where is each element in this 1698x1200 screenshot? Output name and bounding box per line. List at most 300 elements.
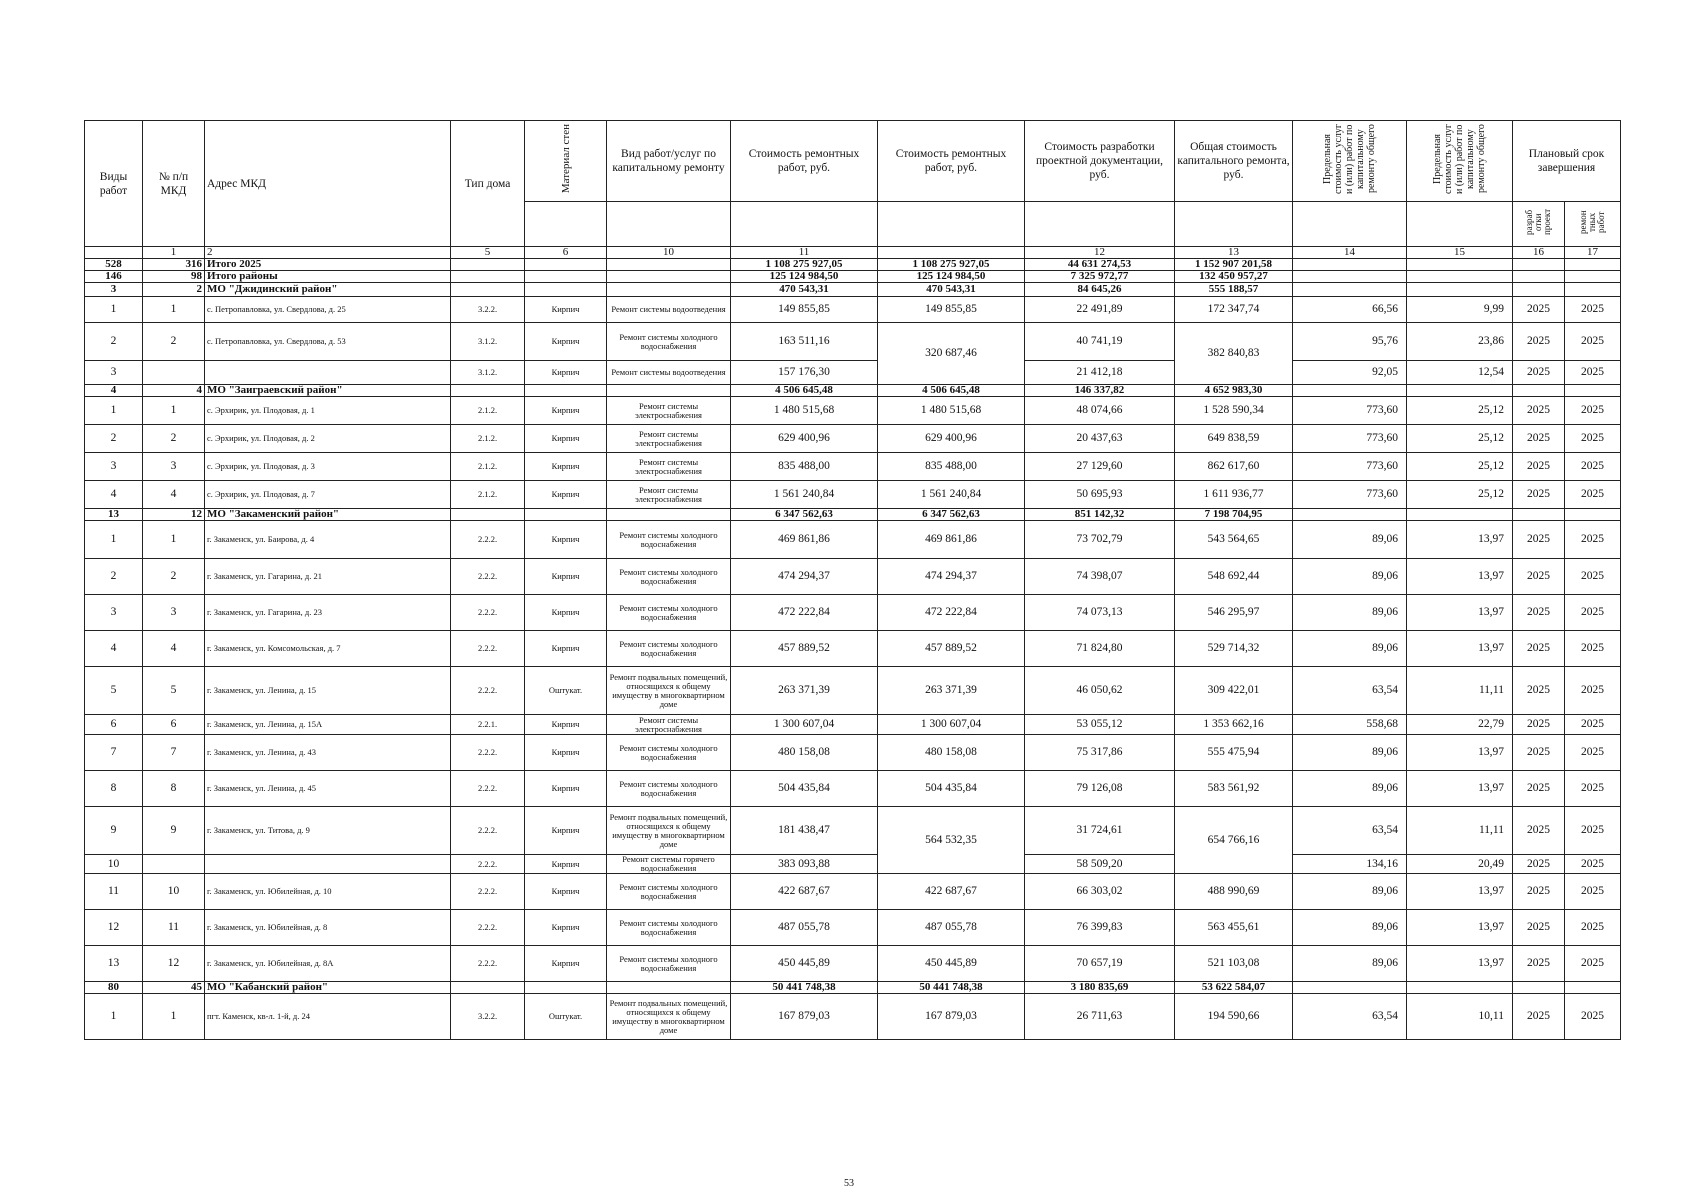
header-num-mkd: № п/п МКД	[143, 121, 205, 247]
design-cost-cell: 27 129,60	[1025, 453, 1175, 481]
limit-cost-1-cell: 89,06	[1293, 631, 1407, 667]
repair-cost-cell: 167 879,03	[731, 994, 878, 1040]
table-row	[85, 631, 1621, 667]
wall-material-cell: Кирпич	[525, 297, 607, 323]
limit-cost-1-cell: 89,06	[1293, 874, 1407, 910]
wall-material-cell: Оштукат.	[525, 994, 607, 1040]
design-cost-total: 84 645,26	[1025, 283, 1175, 297]
table-body	[85, 121, 1621, 1040]
overall-cost-total: 132 450 957,27	[1175, 271, 1293, 283]
col-number: 1	[143, 247, 205, 259]
row-mkd-index: 12	[143, 509, 205, 521]
address-cell: г. Закаменск, ул. Комсомольская, д. 7	[205, 631, 451, 667]
deadline-repair-cell: 2025	[1565, 874, 1621, 910]
table-row	[85, 521, 1621, 559]
limit-cost-2-cell: 13,97	[1407, 771, 1513, 807]
limit-cost-1-cell: 92,05	[1293, 361, 1407, 385]
empty-cell	[1513, 385, 1565, 397]
row-mkd-index: 2	[143, 425, 205, 453]
deadline-design-cell: 2025	[1513, 874, 1565, 910]
repair-cost-cell: 480 158,08	[731, 735, 878, 771]
deadline-repair-cell: 2025	[1565, 946, 1621, 982]
deadline-repair-cell: 2025	[1565, 595, 1621, 631]
deadline-repair-cell: 2025	[1565, 994, 1621, 1040]
limit-cost-2-cell: 25,12	[1407, 453, 1513, 481]
row-mkd-index: 10	[143, 874, 205, 910]
row-mkd-index: 12	[143, 946, 205, 982]
empty-cell	[1407, 259, 1513, 271]
empty-cell	[1293, 982, 1407, 994]
empty-cell	[1293, 509, 1407, 521]
wall-material-cell: Кирпич	[525, 595, 607, 631]
work-type-cell: Ремонт системы электроснабжения	[607, 453, 731, 481]
total-row	[85, 283, 1621, 297]
deadline-design-cell: 2025	[1513, 297, 1565, 323]
row-work-index: 3	[85, 283, 143, 297]
table-row	[85, 297, 1621, 323]
header-deadline-design-cell	[1513, 202, 1565, 247]
address-cell: г. Закаменск, ул. Ленина, д. 15	[205, 667, 451, 715]
deadline-design-cell: 2025	[1513, 631, 1565, 667]
col-number: 10	[607, 247, 731, 259]
limit-cost-1-cell: 134,16	[1293, 855, 1407, 874]
address-cell: с. Эрхирик, ул. Плодовая, д. 3	[205, 453, 451, 481]
total-row	[85, 271, 1621, 283]
limit-cost-2-cell: 13,97	[1407, 521, 1513, 559]
row-work-index: 528	[85, 259, 143, 271]
design-cost-cell: 70 657,19	[1025, 946, 1175, 982]
limit-cost-2-cell: 25,12	[1407, 481, 1513, 509]
limit-cost-2-cell: 13,97	[1407, 910, 1513, 946]
design-cost-total: 851 142,32	[1025, 509, 1175, 521]
repair-cost-2-cell: 474 294,37	[878, 559, 1025, 595]
overall-cost-cell: 546 295,97	[1175, 595, 1293, 631]
table-row	[85, 910, 1621, 946]
address-cell	[205, 855, 451, 874]
house-type-cell: 3.1.2.	[451, 361, 525, 385]
repair-cost-2-cell: 450 445,89	[878, 946, 1025, 982]
house-type-cell: 2.2.2.	[451, 631, 525, 667]
empty-cell	[451, 259, 525, 271]
header-house-type: Тип дома	[451, 121, 525, 247]
limit-cost-2-cell: 25,12	[1407, 397, 1513, 425]
deadline-design-cell: 2025	[1513, 946, 1565, 982]
design-cost-cell: 21 412,18	[1025, 361, 1175, 385]
repair-cost-cell: 1 561 240,84	[731, 481, 878, 509]
limit-cost-2-cell: 23,86	[1407, 323, 1513, 361]
wall-material-cell: Кирпич	[525, 735, 607, 771]
overall-cost-cell: 548 692,44	[1175, 559, 1293, 595]
overall-cost-total: 53 622 584,07	[1175, 982, 1293, 994]
deadline-design-cell: 2025	[1513, 715, 1565, 735]
row-mkd-index: 2	[143, 323, 205, 361]
header-deadline-repair: ремон тных работ	[1578, 210, 1606, 234]
deadline-design-cell: 2025	[1513, 595, 1565, 631]
repair-cost-cell: 835 488,00	[731, 453, 878, 481]
deadline-design-cell: 2025	[1513, 735, 1565, 771]
repair-cost-total-2: 125 124 984,50	[878, 271, 1025, 283]
header-row	[85, 121, 1621, 202]
repair-cost-cell: 504 435,84	[731, 771, 878, 807]
row-work-index: 9	[85, 807, 143, 855]
row-work-index: 80	[85, 982, 143, 994]
overall-cost-total: 4 652 983,30	[1175, 385, 1293, 397]
overall-cost-cell: 194 590,66	[1175, 994, 1293, 1040]
empty-cell	[525, 385, 607, 397]
deadline-repair-cell: 2025	[1565, 715, 1621, 735]
overall-cost-cell: 555 475,94	[1175, 735, 1293, 771]
overall-cost-cell: 1 528 590,34	[1175, 397, 1293, 425]
table-row	[85, 874, 1621, 910]
row-mkd-index: 11	[143, 910, 205, 946]
row-mkd-index: 3	[143, 595, 205, 631]
row-work-index: 3	[85, 453, 143, 481]
empty-cell	[607, 271, 731, 283]
col-number-blank	[878, 247, 1025, 259]
house-type-cell: 2.2.2.	[451, 771, 525, 807]
work-type-cell: Ремонт подвальных помещений, относящихся к общему имуществу в многоквартирном доме	[607, 667, 731, 715]
empty-cell	[607, 509, 731, 521]
repair-cost-cell: 629 400,96	[731, 425, 878, 453]
deadline-repair-cell: 2025	[1565, 323, 1621, 361]
overall-cost-cell: 488 990,69	[1175, 874, 1293, 910]
address-cell: г. Закаменск, ул. Титова, д. 9	[205, 807, 451, 855]
design-cost-cell: 50 695,93	[1025, 481, 1175, 509]
row-mkd-index: 316	[143, 259, 205, 271]
house-type-cell: 2.1.2.	[451, 453, 525, 481]
repair-cost-total: 470 543,31	[731, 283, 878, 297]
repair-cost-cell: 422 687,67	[731, 874, 878, 910]
row-mkd-index: 2	[143, 283, 205, 297]
overall-cost-cell: 309 422,01	[1175, 667, 1293, 715]
col-number: 13	[1175, 247, 1293, 259]
design-cost-total: 7 325 972,77	[1025, 271, 1175, 283]
deadline-design-cell: 2025	[1513, 425, 1565, 453]
repair-cost-cell: 263 371,39	[731, 667, 878, 715]
address-cell: с. Эрхирик, ул. Плодовая, д. 7	[205, 481, 451, 509]
design-cost-cell: 74 398,07	[1025, 559, 1175, 595]
limit-cost-1-cell: 89,06	[1293, 946, 1407, 982]
wall-material-cell: Кирпич	[525, 521, 607, 559]
total-row	[85, 259, 1621, 271]
overall-cost-cell: 649 838,59	[1175, 425, 1293, 453]
repair-cost-cell: 181 438,47	[731, 807, 878, 855]
row-work-index: 7	[85, 735, 143, 771]
col-number: 11	[731, 247, 878, 259]
limit-cost-2-cell: 9,99	[1407, 297, 1513, 323]
total-label: МО "Джидинский район"	[205, 283, 451, 297]
empty-cell	[1513, 271, 1565, 283]
col-number: 2	[205, 247, 451, 259]
row-mkd-index: 2	[143, 559, 205, 595]
row-mkd-index	[143, 361, 205, 385]
table-row	[85, 855, 1621, 874]
table-row	[85, 994, 1621, 1040]
row-mkd-index: 4	[143, 385, 205, 397]
empty-cell	[451, 509, 525, 521]
limit-cost-2-cell: 13,97	[1407, 595, 1513, 631]
address-cell: г. Закаменск, ул. Ленина, д. 43	[205, 735, 451, 771]
design-cost-cell: 20 437,63	[1025, 425, 1175, 453]
header-total-cost: Общая стоимость капитального ремонта, руб.	[1175, 121, 1293, 202]
row-work-index: 1	[85, 297, 143, 323]
work-type-cell: Ремонт подвальных помещений, относящихся к общему имуществу в многоквартирном доме	[607, 807, 731, 855]
design-cost-cell: 31 724,61	[1025, 807, 1175, 855]
row-mkd-index: 1	[143, 994, 205, 1040]
wall-material-cell: Кирпич	[525, 715, 607, 735]
empty-cell	[451, 283, 525, 297]
address-cell	[205, 361, 451, 385]
wall-material-cell: Кирпич	[525, 361, 607, 385]
wall-material-cell: Кирпич	[525, 946, 607, 982]
row-work-index: 2	[85, 323, 143, 361]
limit-cost-1-cell: 773,60	[1293, 425, 1407, 453]
empty-cell	[1513, 283, 1565, 297]
row-work-index: 1	[85, 994, 143, 1040]
work-type-cell: Ремонт системы холодного водоснабжения	[607, 735, 731, 771]
work-type-cell: Ремонт системы холодного водоснабжения	[607, 874, 731, 910]
table-row	[85, 453, 1621, 481]
deadline-repair-cell: 2025	[1565, 910, 1621, 946]
table-row	[85, 481, 1621, 509]
table-row	[85, 715, 1621, 735]
limit-cost-1-cell: 95,76	[1293, 323, 1407, 361]
empty-cell	[1513, 259, 1565, 271]
empty-cell	[525, 982, 607, 994]
house-type-cell: 2.2.2.	[451, 910, 525, 946]
house-type-cell: 2.2.2.	[451, 595, 525, 631]
row-mkd-index: 7	[143, 735, 205, 771]
repair-cost-cell: 1 300 607,04	[731, 715, 878, 735]
header-work-type: Вид работ/услуг по капитальному ремонту	[607, 121, 731, 202]
empty-cell	[1407, 509, 1513, 521]
total-label: Итого районы	[205, 271, 451, 283]
house-type-cell: 2.2.2.	[451, 855, 525, 874]
header-blank	[878, 202, 1025, 247]
row-mkd-index: 5	[143, 667, 205, 715]
repair-cost-2-cell: 1 480 515,68	[878, 397, 1025, 425]
deadline-design-cell: 2025	[1513, 453, 1565, 481]
work-type-cell: Ремонт подвальных помещений, относящихся к общему имуществу в многоквартирном доме	[607, 994, 731, 1040]
row-work-index: 1	[85, 397, 143, 425]
limit-cost-1-cell: 89,06	[1293, 771, 1407, 807]
work-type-cell: Ремонт системы холодного водоснабжения	[607, 559, 731, 595]
house-type-cell: 2.2.1.	[451, 715, 525, 735]
deadline-repair-cell: 2025	[1565, 425, 1621, 453]
repair-cost-total: 125 124 984,50	[731, 271, 878, 283]
total-row	[85, 385, 1621, 397]
repair-cost-total-2: 4 506 645,48	[878, 385, 1025, 397]
table-row	[85, 397, 1621, 425]
row-work-index: 2	[85, 559, 143, 595]
repair-cost-2-cell: 422 687,67	[878, 874, 1025, 910]
overall-cost-cell: 543 564,65	[1175, 521, 1293, 559]
row-mkd-index: 8	[143, 771, 205, 807]
limit-cost-2-cell: 11,11	[1407, 667, 1513, 715]
empty-cell	[607, 283, 731, 297]
design-cost-total: 3 180 835,69	[1025, 982, 1175, 994]
design-cost-cell: 71 824,80	[1025, 631, 1175, 667]
deadline-design-cell: 2025	[1513, 855, 1565, 874]
row-mkd-index: 1	[143, 521, 205, 559]
repair-cost-cell: 474 294,37	[731, 559, 878, 595]
repair-cost-2-cell: 487 055,78	[878, 910, 1025, 946]
deadline-repair-cell: 2025	[1565, 667, 1621, 715]
design-cost-cell: 58 509,20	[1025, 855, 1175, 874]
limit-cost-2-cell: 13,97	[1407, 946, 1513, 982]
wall-material-cell: Кирпич	[525, 323, 607, 361]
house-type-cell: 2.2.2.	[451, 559, 525, 595]
empty-cell	[451, 271, 525, 283]
repair-cost-cell: 469 861,86	[731, 521, 878, 559]
row-work-index: 4	[85, 481, 143, 509]
repair-cost-total: 4 506 645,48	[731, 385, 878, 397]
row-mkd-index: 4	[143, 631, 205, 667]
table-row	[85, 595, 1621, 631]
page-number: 53	[844, 1178, 854, 1189]
work-type-cell: Ремонт системы холодного водоснабжения	[607, 946, 731, 982]
repair-cost-total: 6 347 562,63	[731, 509, 878, 521]
limit-cost-2-cell: 22,79	[1407, 715, 1513, 735]
limit-cost-1-cell: 89,06	[1293, 910, 1407, 946]
repair-cost-2-cell: 564 532,35	[878, 807, 1025, 874]
row-work-index: 4	[85, 385, 143, 397]
repair-cost-2-cell: 320 687,46	[878, 323, 1025, 385]
row-work-index: 6	[85, 715, 143, 735]
empty-cell	[1407, 271, 1513, 283]
address-cell: г. Закаменск, ул. Гагарина, д. 23	[205, 595, 451, 631]
repair-cost-cell: 457 889,52	[731, 631, 878, 667]
header-deadline-repair-cell	[1565, 202, 1621, 247]
overall-cost-cell: 382 840,83	[1175, 323, 1293, 385]
table-row	[85, 667, 1621, 715]
wall-material-cell: Кирпич	[525, 481, 607, 509]
deadline-design-cell: 2025	[1513, 521, 1565, 559]
limit-cost-1-cell: 773,60	[1293, 453, 1407, 481]
col-number: 14	[1293, 247, 1407, 259]
design-cost-cell: 53 055,12	[1025, 715, 1175, 735]
total-label: МО "Заиграевский район"	[205, 385, 451, 397]
col-number: 6	[525, 247, 607, 259]
address-cell: г. Закаменск, ул. Юбилейная, д. 8А	[205, 946, 451, 982]
empty-cell	[1407, 283, 1513, 297]
limit-cost-1-cell: 89,06	[1293, 595, 1407, 631]
col-number: 12	[1025, 247, 1175, 259]
row-work-index: 146	[85, 271, 143, 283]
empty-cell	[525, 271, 607, 283]
overall-cost-total: 1 152 907 201,58	[1175, 259, 1293, 271]
design-cost-cell: 76 399,83	[1025, 910, 1175, 946]
deadline-repair-cell: 2025	[1565, 297, 1621, 323]
repair-cost-2-cell: 472 222,84	[878, 595, 1025, 631]
wall-material-cell: Кирпич	[525, 910, 607, 946]
repair-cost-2-cell: 480 158,08	[878, 735, 1025, 771]
work-type-cell: Ремонт системы холодного водоснабжения	[607, 595, 731, 631]
empty-cell	[1293, 385, 1407, 397]
overall-cost-total: 7 198 704,95	[1175, 509, 1293, 521]
address-cell: с. Петропавловка, ул. Свердлова, д. 53	[205, 323, 451, 361]
work-type-cell: Ремонт системы водоотведения	[607, 361, 731, 385]
empty-cell	[1565, 271, 1621, 283]
repair-cost-2-cell: 263 371,39	[878, 667, 1025, 715]
deadline-design-cell: 2025	[1513, 994, 1565, 1040]
col-number-blank	[85, 247, 143, 259]
deadline-repair-cell: 2025	[1565, 521, 1621, 559]
address-cell: г. Закаменск, ул. Ленина, д. 45	[205, 771, 451, 807]
address-cell: г. Закаменск, ул. Баирова, д. 4	[205, 521, 451, 559]
row-mkd-index: 4	[143, 481, 205, 509]
header-repair-cost-1: Стоимость ремонтных работ, руб.	[731, 121, 878, 202]
address-cell: с. Эрхирик, ул. Плодовая, д. 1	[205, 397, 451, 425]
limit-cost-2-cell: 13,97	[1407, 735, 1513, 771]
row-mkd-index: 1	[143, 297, 205, 323]
deadline-design-cell: 2025	[1513, 559, 1565, 595]
limit-cost-1-cell: 63,54	[1293, 994, 1407, 1040]
deadline-design-cell: 2025	[1513, 481, 1565, 509]
work-type-cell: Ремонт системы электроснабжения	[607, 425, 731, 453]
row-mkd-index	[143, 855, 205, 874]
design-cost-cell: 46 050,62	[1025, 667, 1175, 715]
house-type-cell: 3.1.2.	[451, 323, 525, 361]
repair-cost-2-cell: 835 488,00	[878, 453, 1025, 481]
house-type-cell: 2.2.2.	[451, 874, 525, 910]
empty-cell	[607, 385, 731, 397]
overall-cost-cell: 1 353 662,16	[1175, 715, 1293, 735]
empty-cell	[525, 259, 607, 271]
empty-cell	[1565, 259, 1621, 271]
deadline-repair-cell: 2025	[1565, 771, 1621, 807]
empty-cell	[1293, 283, 1407, 297]
empty-cell	[525, 509, 607, 521]
deadline-repair-cell: 2025	[1565, 631, 1621, 667]
deadline-design-cell: 2025	[1513, 323, 1565, 361]
empty-cell	[1407, 982, 1513, 994]
row-work-index: 8	[85, 771, 143, 807]
limit-cost-1-cell: 558,68	[1293, 715, 1407, 735]
wall-material-cell: Кирпич	[525, 771, 607, 807]
deadline-design-cell: 2025	[1513, 771, 1565, 807]
work-type-cell: Ремонт системы холодного водоснабжения	[607, 521, 731, 559]
empty-cell	[607, 982, 731, 994]
empty-cell	[1293, 271, 1407, 283]
table-row	[85, 361, 1621, 385]
work-type-cell: Ремонт системы холодного водоснабжения	[607, 323, 731, 361]
header-blank	[1407, 202, 1513, 247]
header-design-cost: Стоимость разработки проектной документации, руб.	[1025, 121, 1175, 202]
work-type-cell: Ремонт системы холодного водоснабжения	[607, 910, 731, 946]
header-limit-cost-1: Предельная стоимость услуг и (или) работ по капитальному ремонту общего	[1322, 124, 1377, 195]
design-cost-cell: 73 702,79	[1025, 521, 1175, 559]
work-type-cell: Ремонт системы электроснабжения	[607, 397, 731, 425]
repair-cost-2-cell: 1 300 607,04	[878, 715, 1025, 735]
limit-cost-1-cell: 89,06	[1293, 735, 1407, 771]
address-cell: с. Эрхирик, ул. Плодовая, д. 2	[205, 425, 451, 453]
work-type-cell: Ремонт системы электроснабжения	[607, 481, 731, 509]
overall-cost-cell: 1 611 936,77	[1175, 481, 1293, 509]
wall-material-cell: Кирпич	[525, 874, 607, 910]
column-number-row	[85, 247, 1621, 259]
repair-cost-cell: 450 445,89	[731, 946, 878, 982]
wall-material-cell: Кирпич	[525, 559, 607, 595]
repair-cost-cell: 149 855,85	[731, 297, 878, 323]
wall-material-cell: Кирпич	[525, 425, 607, 453]
repair-cost-total: 1 108 275 927,05	[731, 259, 878, 271]
header-limit-cost-2: Предельная стоимость услуг и (или) работ по капитальному ремонту общего	[1432, 124, 1487, 195]
design-cost-cell: 79 126,08	[1025, 771, 1175, 807]
deadline-repair-cell: 2025	[1565, 559, 1621, 595]
table-row	[85, 425, 1621, 453]
limit-cost-2-cell: 11,11	[1407, 807, 1513, 855]
